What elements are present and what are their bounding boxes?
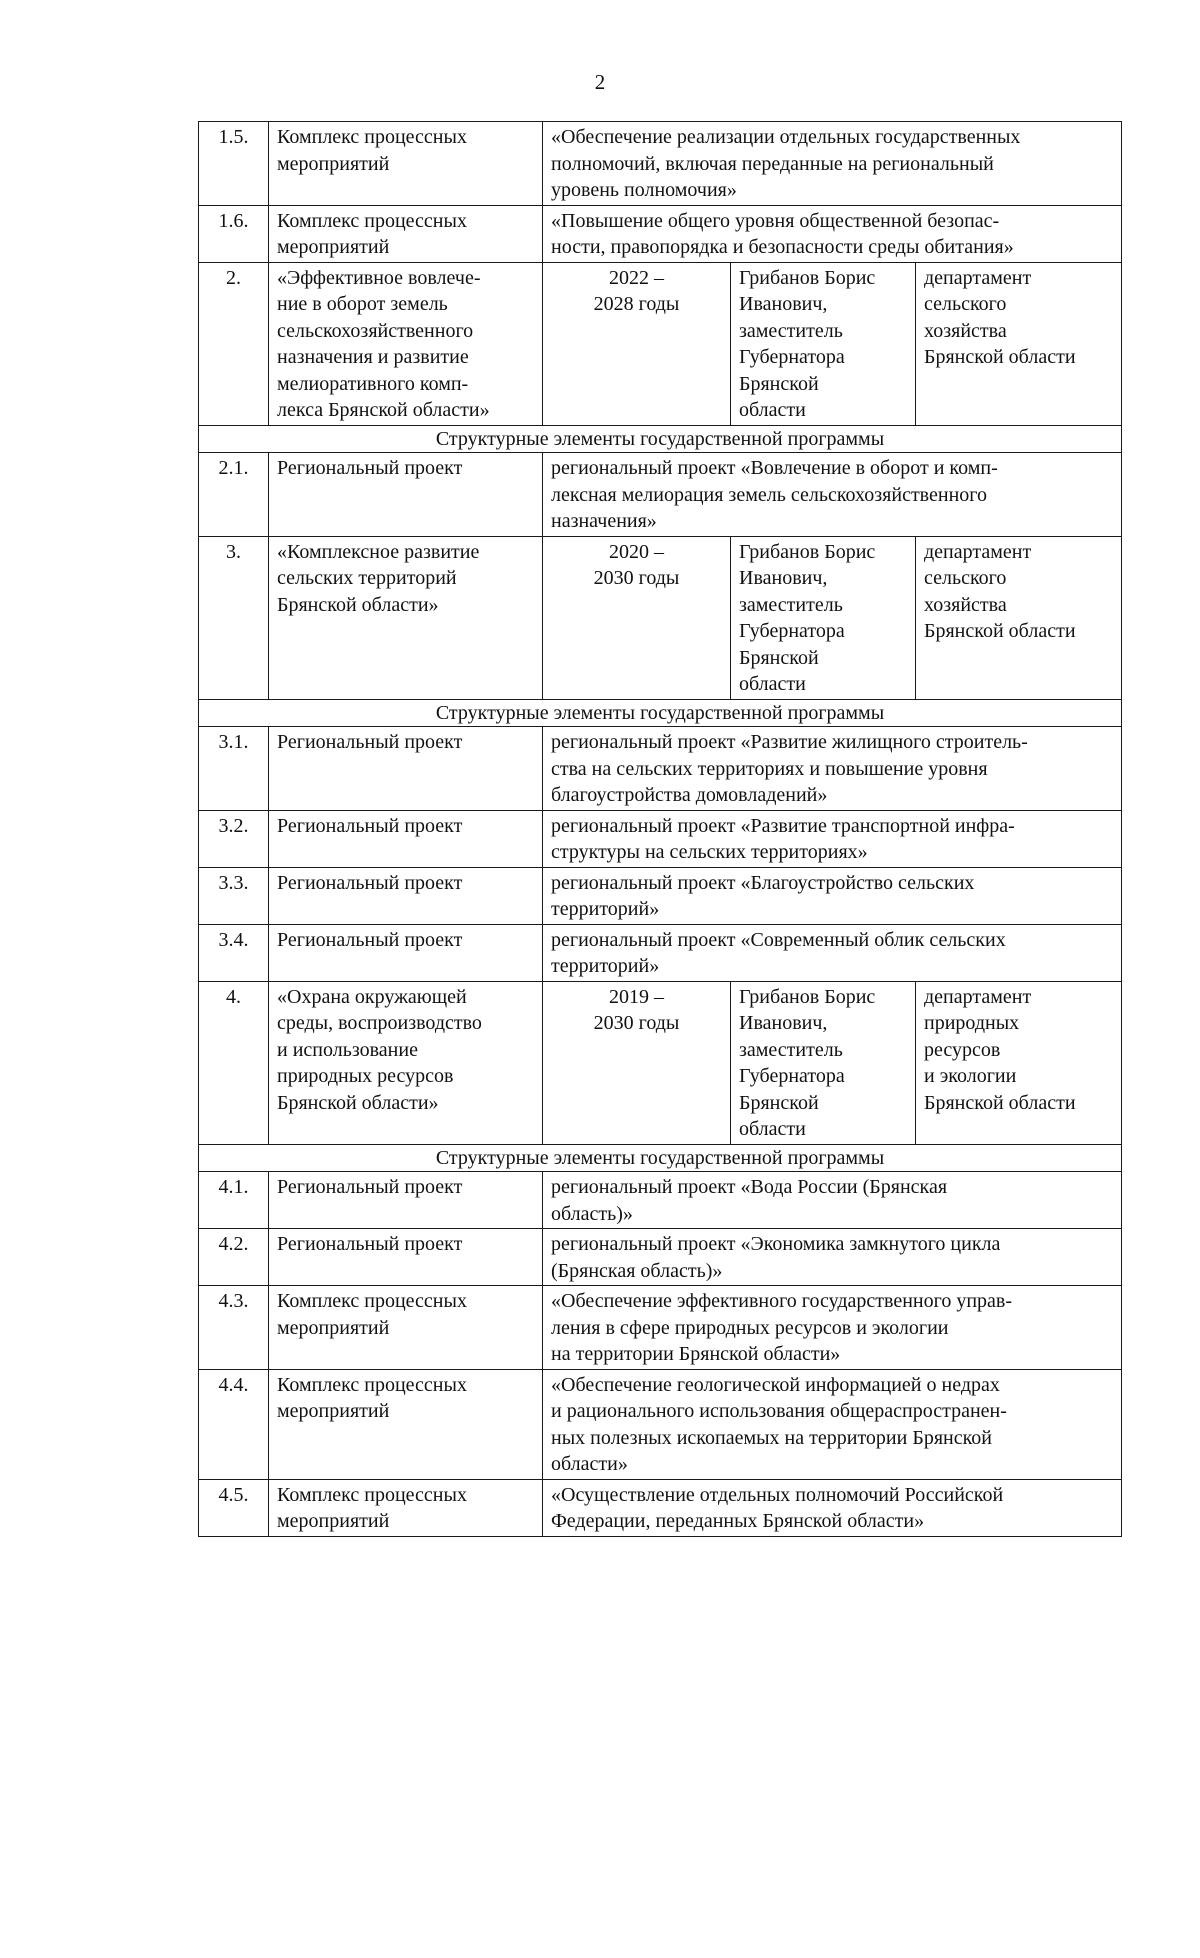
row-number: 2.1.: [199, 453, 269, 537]
program-curator: Грибанов Борис Иванович, заместитель Губернатора Брянской области: [731, 262, 916, 425]
element-kind: Региональный проект: [269, 867, 543, 924]
element-description: «Осуществление отдельных полномочий Российской Федерации, переданных Брянской области»: [543, 1479, 1122, 1536]
section-header: Структурные элементы государственной программы: [199, 699, 1122, 727]
program-period: 2022 – 2028 годы: [543, 262, 731, 425]
element-description: региональный проект «Развитие транспортной инфра- структуры на сельских территориях»: [543, 810, 1122, 867]
program-curator: Грибанов Борис Иванович, заместитель Губернатора Брянской области: [731, 536, 916, 699]
program-name: «Комплексное развитие сельских территорий Брянской области»: [269, 536, 543, 699]
element-description: региональный проект «Благоустройство сельских территорий»: [543, 867, 1122, 924]
program-period: 2019 – 2030 годы: [543, 981, 731, 1144]
element-description: региональный проект «Развитие жилищного строитель- ства на сельских территориях и повышение уровня благоустройства домовладений»: [543, 727, 1122, 811]
section-header: Структурные элементы государственной программы: [199, 1144, 1122, 1172]
element-description: региональный проект «Экономика замкнутого цикла (Брянская область)»: [543, 1229, 1122, 1286]
element-description: «Обеспечение геологической информацией о недрах и рационального использования общераспространен- ных полезных ископаемых на территории Брянской области»: [543, 1369, 1122, 1479]
program-table: [198, 121, 1122, 1537]
section-header-row: [199, 699, 1122, 727]
element-kind: Комплекс процессных мероприятий: [269, 1479, 543, 1536]
table-row: [199, 1286, 1122, 1370]
element-kind: Комплекс процессных мероприятий: [269, 1369, 543, 1479]
program-executor: департамент сельского хозяйства Брянской области: [916, 536, 1122, 699]
element-kind: Региональный проект: [269, 1229, 543, 1286]
element-description: региональный проект «Вовлечение в оборот и комп- лексная мелиорация земель сельскохозяйственного назначения»: [543, 453, 1122, 537]
program-name: «Эффективное вовлече- ние в оборот земель сельскохозяйственного назначения и развитие мелиоративного комп- лекса Брянской области»: [269, 262, 543, 425]
row-number: 3.4.: [199, 924, 269, 981]
element-kind: Региональный проект: [269, 727, 543, 811]
table-row: [199, 810, 1122, 867]
row-number: 3.1.: [199, 727, 269, 811]
program-executor: департамент сельского хозяйства Брянской области: [916, 262, 1122, 425]
element-kind: Региональный проект: [269, 1172, 543, 1229]
element-kind: Региональный проект: [269, 924, 543, 981]
row-number: 4.4.: [199, 1369, 269, 1479]
row-number: 3.: [199, 536, 269, 699]
element-description: региональный проект «Вода России (Брянская область)»: [543, 1172, 1122, 1229]
row-number: 4.5.: [199, 1479, 269, 1536]
row-number: 1.6.: [199, 205, 269, 262]
program-row: [199, 262, 1122, 425]
element-kind: Региональный проект: [269, 453, 543, 537]
table-row: [199, 867, 1122, 924]
row-number: 2.: [199, 262, 269, 425]
section-header-row: [199, 425, 1122, 453]
section-header-row: [199, 1144, 1122, 1172]
section-header: Структурные элементы государственной программы: [199, 425, 1122, 453]
program-period: 2020 – 2030 годы: [543, 536, 731, 699]
row-number: 4.: [199, 981, 269, 1144]
row-number: 4.2.: [199, 1229, 269, 1286]
table-row: [199, 924, 1122, 981]
program-name: «Охрана окружающей среды, воспроизводство и использование природных ресурсов Брянской области»: [269, 981, 543, 1144]
row-number: 1.5.: [199, 122, 269, 206]
table-row: [199, 453, 1122, 537]
program-curator: Грибанов Борис Иванович, заместитель Губернатора Брянской области: [731, 981, 916, 1144]
element-kind: Комплекс процессных мероприятий: [269, 1286, 543, 1370]
program-row: [199, 536, 1122, 699]
row-number: 4.3.: [199, 1286, 269, 1370]
table-row: [199, 1229, 1122, 1286]
table-body: [199, 122, 1122, 1537]
table-row: [199, 1479, 1122, 1536]
table-row: [199, 122, 1122, 206]
element-kind: Комплекс процессных мероприятий: [269, 205, 543, 262]
table-row: [199, 205, 1122, 262]
page-number: 2: [594, 70, 606, 94]
row-number: 4.1.: [199, 1172, 269, 1229]
row-number: 3.2.: [199, 810, 269, 867]
element-description: «Повышение общего уровня общественной безопас- ности, правопорядка и безопасности среды обитания»: [543, 205, 1122, 262]
element-kind: Комплекс процессных мероприятий: [269, 122, 543, 206]
element-kind: Региональный проект: [269, 810, 543, 867]
element-description: «Обеспечение эффективного государственного управ- ления в сфере природных ресурсов и экологии на территории Брянской области»: [543, 1286, 1122, 1370]
program-executor: департамент природных ресурсов и экологии Брянской области: [916, 981, 1122, 1144]
table-row: [199, 727, 1122, 811]
table-row: [199, 1369, 1122, 1479]
table-row: [199, 1172, 1122, 1229]
element-description: региональный проект «Современный облик сельских территорий»: [543, 924, 1122, 981]
program-row: [199, 981, 1122, 1144]
row-number: 3.3.: [199, 867, 269, 924]
element-description: «Обеспечение реализации отдельных государственных полномочий, включая переданные на региональный уровень полномочия»: [543, 122, 1122, 206]
